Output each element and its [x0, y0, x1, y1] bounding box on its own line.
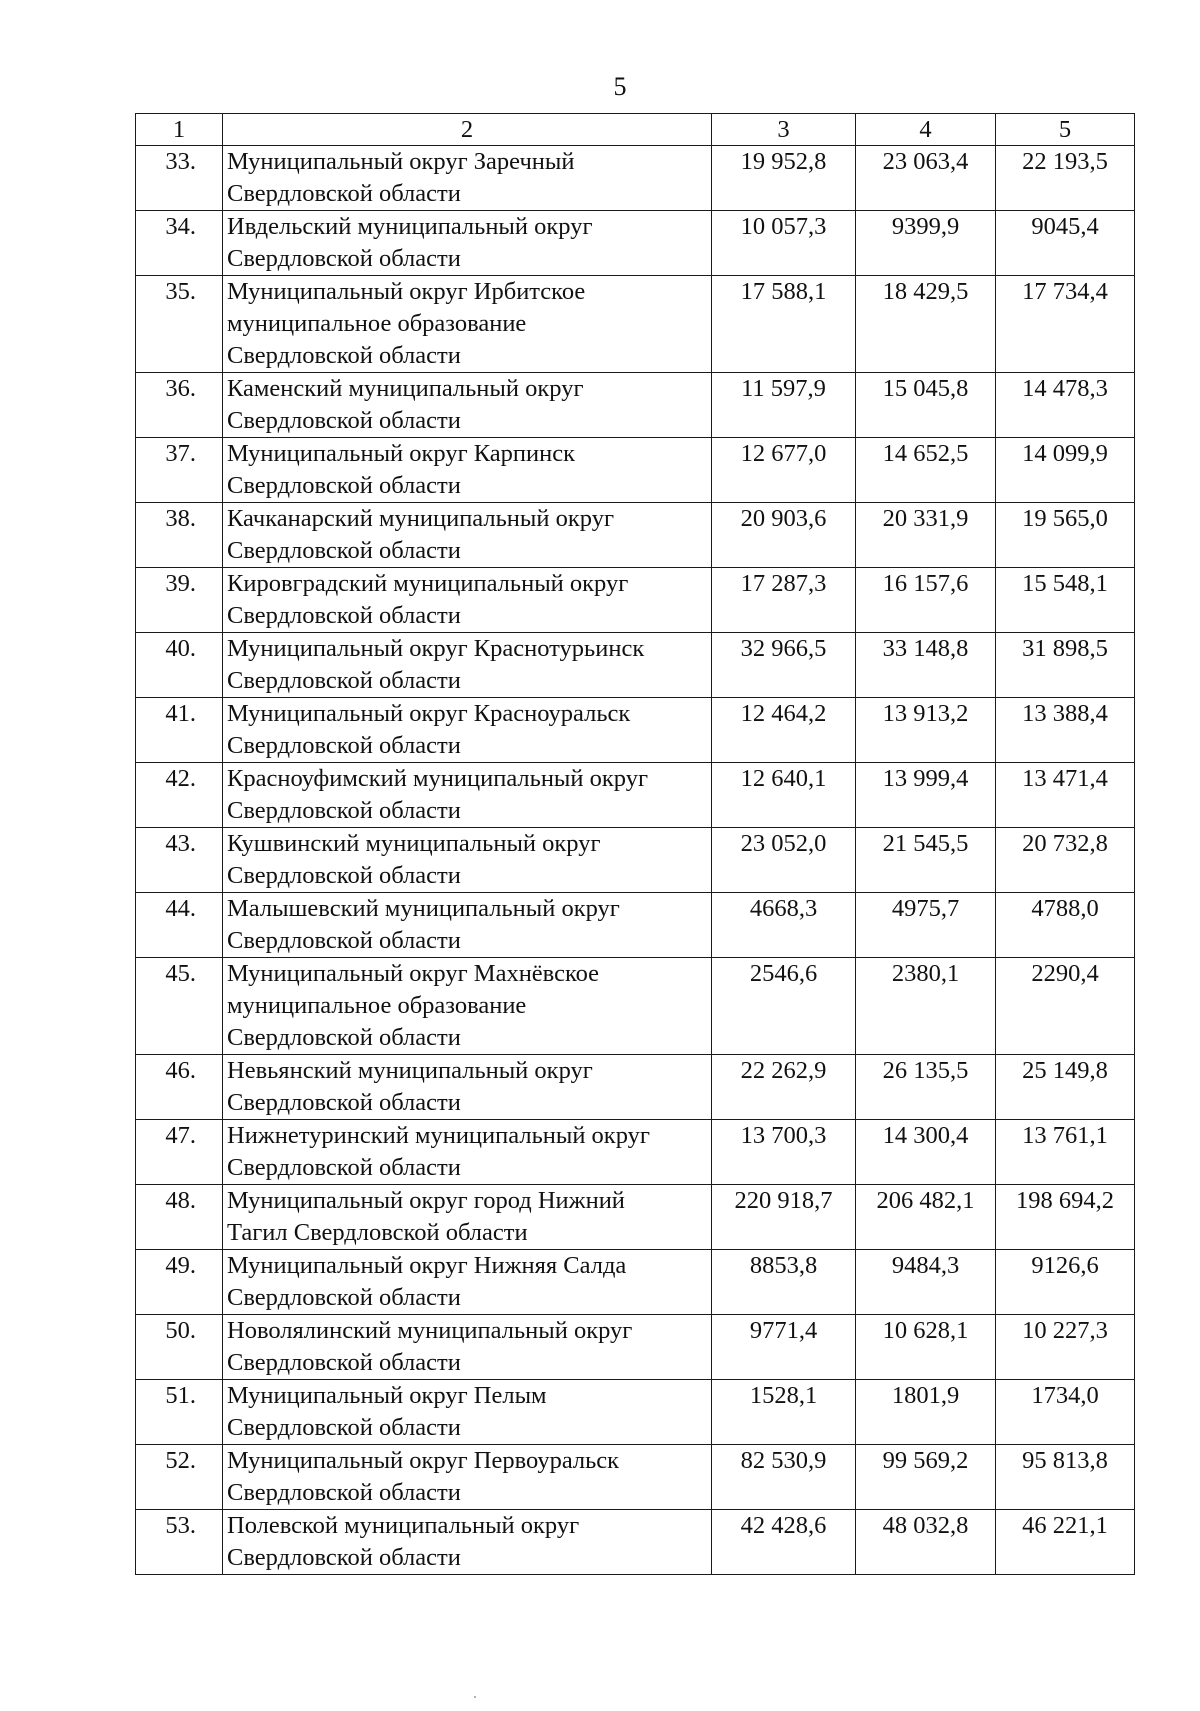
- value-col-4: 20 331,9: [856, 503, 996, 568]
- value-col-4: 10 628,1: [856, 1315, 996, 1380]
- value-col-5: 13 388,4: [996, 698, 1135, 763]
- municipality-name-line: Муниципальный округ Пелым: [227, 1382, 547, 1409]
- municipality-name-line: Свердловской области: [227, 1089, 461, 1116]
- value-col-5: 15 548,1: [996, 568, 1135, 633]
- row-number: 33.: [136, 146, 223, 211]
- value-col-3: 12 640,1: [712, 763, 856, 828]
- table-row: [136, 893, 1135, 958]
- column-header: 4: [856, 114, 996, 146]
- row-number: 46.: [136, 1055, 223, 1120]
- municipality-name-line: Свердловской области: [227, 1349, 461, 1376]
- value-col-3: 8853,8: [712, 1250, 856, 1315]
- table-row: [136, 1185, 1135, 1250]
- row-number: 38.: [136, 503, 223, 568]
- municipality-name: [223, 373, 712, 438]
- value-col-5: 198 694,2: [996, 1185, 1135, 1250]
- value-col-5: 13 471,4: [996, 763, 1135, 828]
- table-row: [136, 1055, 1135, 1120]
- table-row: [136, 1510, 1135, 1575]
- municipality-name-line: Свердловской области: [227, 1414, 461, 1441]
- municipality-name: [223, 1315, 712, 1380]
- value-col-3: 9771,4: [712, 1315, 856, 1380]
- value-col-3: 220 918,7: [712, 1185, 856, 1250]
- table-row: [136, 763, 1135, 828]
- row-number: 35.: [136, 276, 223, 373]
- municipality-name: [223, 211, 712, 276]
- row-number: 50.: [136, 1315, 223, 1380]
- value-col-5: 9045,4: [996, 211, 1135, 276]
- municipality-name: [223, 1510, 712, 1575]
- municipality-name-line: Свердловской области: [227, 472, 461, 499]
- row-number: 40.: [136, 633, 223, 698]
- municipality-name-line: Свердловской области: [227, 1154, 461, 1181]
- scan-speck: [474, 1696, 476, 1698]
- row-number: 34.: [136, 211, 223, 276]
- municipality-name-line: Свердловской области: [227, 1284, 461, 1311]
- value-col-3: 17 287,3: [712, 568, 856, 633]
- value-col-4: 99 569,2: [856, 1445, 996, 1510]
- municipality-name: [223, 568, 712, 633]
- row-number: 51.: [136, 1380, 223, 1445]
- value-col-5: 25 149,8: [996, 1055, 1135, 1120]
- municipality-name-line: Нижнетуринский муниципальный округ: [227, 1122, 650, 1149]
- value-col-4: 18 429,5: [856, 276, 996, 373]
- municipality-name-line: Красноуфимский муниципальный округ: [227, 765, 649, 792]
- municipality-name-line: Полевской муниципальный округ: [227, 1512, 580, 1539]
- municipality-name-line: Муниципальный округ город Нижний: [227, 1187, 625, 1214]
- column-header: 2: [223, 114, 712, 146]
- table-body: [136, 146, 1135, 1575]
- row-number: 41.: [136, 698, 223, 763]
- table-row: [136, 438, 1135, 503]
- value-col-5: 95 813,8: [996, 1445, 1135, 1510]
- municipality-name-line: Ивдельский муниципальный округ: [227, 213, 593, 240]
- municipality-name-line: Свердловской области: [227, 667, 461, 694]
- municipality-name: [223, 698, 712, 763]
- municipality-name: [223, 1120, 712, 1185]
- table-row: [136, 146, 1135, 211]
- value-col-4: 206 482,1: [856, 1185, 996, 1250]
- value-col-4: 9399,9: [856, 211, 996, 276]
- value-col-5: 2290,4: [996, 958, 1135, 1055]
- municipality-name-line: Качканарский муниципальный округ: [227, 505, 614, 532]
- municipality-name-line: Свердловской области: [227, 1479, 461, 1506]
- value-col-5: 19 565,0: [996, 503, 1135, 568]
- municipality-name-line: Свердловской области: [227, 602, 461, 629]
- row-number: 36.: [136, 373, 223, 438]
- municipality-name-line: Муниципальный округ Нижняя Салда: [227, 1252, 627, 1279]
- value-col-5: 14 099,9: [996, 438, 1135, 503]
- row-number: 52.: [136, 1445, 223, 1510]
- table-row: [136, 828, 1135, 893]
- municipality-name-line: Свердловской области: [227, 862, 461, 889]
- row-number: 44.: [136, 893, 223, 958]
- municipality-name-line: муниципальное образование: [227, 310, 527, 337]
- value-col-4: 16 157,6: [856, 568, 996, 633]
- table-row: [136, 958, 1135, 1055]
- municipality-name: [223, 633, 712, 698]
- value-col-3: 1528,1: [712, 1380, 856, 1445]
- value-col-4: 4975,7: [856, 893, 996, 958]
- table-row: [136, 211, 1135, 276]
- value-col-5: 13 761,1: [996, 1120, 1135, 1185]
- value-col-4: 2380,1: [856, 958, 996, 1055]
- value-col-3: 42 428,6: [712, 1510, 856, 1575]
- row-number: 48.: [136, 1185, 223, 1250]
- budget-table: [135, 113, 1135, 1575]
- municipality-name-line: Тагил Свердловской области: [227, 1219, 528, 1246]
- value-col-3: 13 700,3: [712, 1120, 856, 1185]
- municipality-name-line: Новолялинский муниципальный округ: [227, 1317, 633, 1344]
- value-col-3: 20 903,6: [712, 503, 856, 568]
- value-col-4: 14 300,4: [856, 1120, 996, 1185]
- municipality-name: [223, 438, 712, 503]
- table-row: [136, 503, 1135, 568]
- municipality-name-line: Малышевский муниципальный округ: [227, 895, 620, 922]
- municipality-name-line: Кировградский муниципальный округ: [227, 570, 629, 597]
- municipality-name: [223, 1250, 712, 1315]
- row-number: 53.: [136, 1510, 223, 1575]
- table-row: [136, 1380, 1135, 1445]
- value-col-5: 14 478,3: [996, 373, 1135, 438]
- municipality-name: [223, 893, 712, 958]
- value-col-5: 4788,0: [996, 893, 1135, 958]
- municipality-name-line: Муниципальный округ Краснотурьинск: [227, 635, 645, 662]
- municipality-name-line: Свердловской области: [227, 1024, 461, 1051]
- column-header: 1: [136, 114, 223, 146]
- value-col-3: 4668,3: [712, 893, 856, 958]
- table-row: [136, 1120, 1135, 1185]
- value-col-3: 2546,6: [712, 958, 856, 1055]
- value-col-3: 12 677,0: [712, 438, 856, 503]
- table-row: [136, 276, 1135, 373]
- municipality-name-line: Свердловской области: [227, 537, 461, 564]
- value-col-5: 20 732,8: [996, 828, 1135, 893]
- table-row: [136, 373, 1135, 438]
- value-col-5: 9126,6: [996, 1250, 1135, 1315]
- row-number: 42.: [136, 763, 223, 828]
- municipality-name: [223, 146, 712, 211]
- municipality-name-line: Свердловской области: [227, 180, 461, 207]
- value-col-3: 12 464,2: [712, 698, 856, 763]
- row-number: 43.: [136, 828, 223, 893]
- municipality-name-line: Каменский муниципальный округ: [227, 375, 584, 402]
- value-col-3: 10 057,3: [712, 211, 856, 276]
- value-col-5: 1734,0: [996, 1380, 1135, 1445]
- value-col-5: 31 898,5: [996, 633, 1135, 698]
- municipality-name-line: Кушвинский муниципальный округ: [227, 830, 601, 857]
- value-col-4: 48 032,8: [856, 1510, 996, 1575]
- value-col-4: 15 045,8: [856, 373, 996, 438]
- municipality-name: [223, 1055, 712, 1120]
- row-number: 39.: [136, 568, 223, 633]
- municipality-name-line: Муниципальный округ Заречный: [227, 148, 575, 175]
- value-col-5: 10 227,3: [996, 1315, 1135, 1380]
- municipality-name-line: Муниципальный округ Карпинск: [227, 440, 576, 467]
- municipality-name-line: Муниципальный округ Махнёвское: [227, 960, 600, 987]
- municipality-name: [223, 763, 712, 828]
- value-col-5: 22 193,5: [996, 146, 1135, 211]
- table-row: [136, 1315, 1135, 1380]
- value-col-3: 82 530,9: [712, 1445, 856, 1510]
- value-col-4: 13 913,2: [856, 698, 996, 763]
- municipality-name: [223, 1380, 712, 1445]
- row-number: 37.: [136, 438, 223, 503]
- table-row: [136, 1445, 1135, 1510]
- value-col-4: 13 999,4: [856, 763, 996, 828]
- municipality-name: [223, 276, 712, 373]
- municipality-name-line: Муниципальный округ Красноуральск: [227, 700, 631, 727]
- municipality-name-line: Свердловской области: [227, 732, 461, 759]
- column-header: 5: [996, 114, 1135, 146]
- municipality-name-line: Свердловской области: [227, 407, 461, 434]
- municipality-name-line: Свердловской области: [227, 245, 461, 272]
- municipality-name: [223, 1445, 712, 1510]
- value-col-3: 23 052,0: [712, 828, 856, 893]
- municipality-name: [223, 958, 712, 1055]
- municipality-name-line: Муниципальный округ Первоуральск: [227, 1447, 620, 1474]
- column-number-row: [136, 114, 1135, 146]
- value-col-4: 14 652,5: [856, 438, 996, 503]
- table-row: [136, 698, 1135, 763]
- row-number: 49.: [136, 1250, 223, 1315]
- value-col-4: 9484,3: [856, 1250, 996, 1315]
- value-col-4: 33 148,8: [856, 633, 996, 698]
- municipality-name-line: муниципальное образование: [227, 992, 527, 1019]
- value-col-5: 17 734,4: [996, 276, 1135, 373]
- municipality-name-line: Свердловской области: [227, 927, 461, 954]
- municipality-name-line: Свердловской области: [227, 342, 461, 369]
- table-row: [136, 1250, 1135, 1315]
- table-row: [136, 568, 1135, 633]
- municipality-name: [223, 503, 712, 568]
- column-header: 3: [712, 114, 856, 146]
- municipality-name-line: Невьянский муниципальный округ: [227, 1057, 593, 1084]
- municipality-name: [223, 1185, 712, 1250]
- municipality-name: [223, 828, 712, 893]
- row-number: 47.: [136, 1120, 223, 1185]
- value-col-4: 1801,9: [856, 1380, 996, 1445]
- value-col-3: 32 966,5: [712, 633, 856, 698]
- value-col-4: 26 135,5: [856, 1055, 996, 1120]
- value-col-3: 17 588,1: [712, 276, 856, 373]
- page-number: 5: [613, 72, 627, 101]
- value-col-3: 11 597,9: [712, 373, 856, 438]
- municipality-name-line: Муниципальный округ Ирбитское: [227, 278, 586, 305]
- table-row: [136, 633, 1135, 698]
- value-col-3: 19 952,8: [712, 146, 856, 211]
- value-col-4: 23 063,4: [856, 146, 996, 211]
- value-col-5: 46 221,1: [996, 1510, 1135, 1575]
- value-col-4: 21 545,5: [856, 828, 996, 893]
- value-col-3: 22 262,9: [712, 1055, 856, 1120]
- municipality-name-line: Свердловской области: [227, 797, 461, 824]
- row-number: 45.: [136, 958, 223, 1055]
- municipality-name-line: Свердловской области: [227, 1544, 461, 1571]
